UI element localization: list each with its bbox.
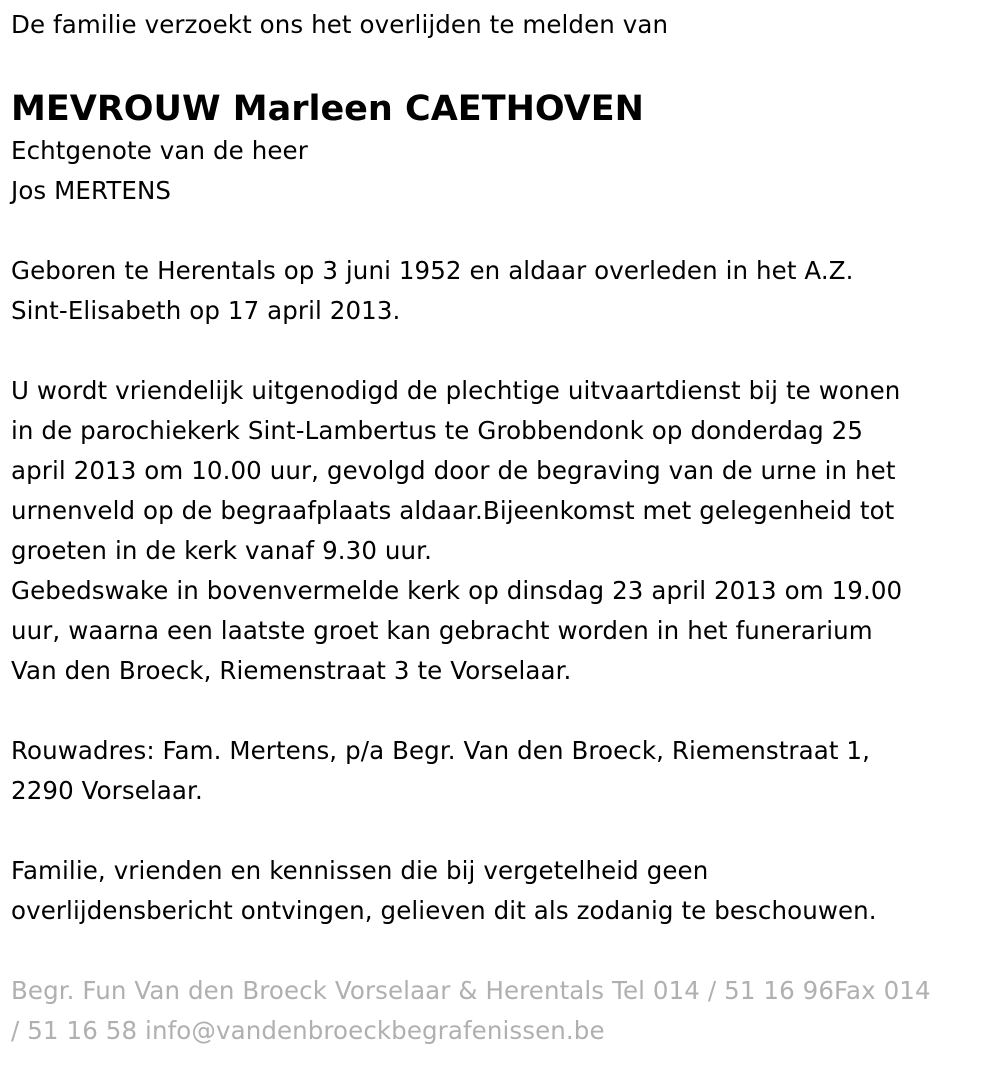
footer-line: / 51 16 58 info@vandenbroeckbegrafenissen.be: [11, 1016, 605, 1045]
service-line: Gebedswake in bovenvermelde kerk op dinsdag 23 april 2013 om 19.00: [11, 576, 903, 605]
birth-death-section: [11, 251, 996, 331]
funeral-service-section: [11, 371, 996, 691]
closing-line: overlijdensbericht ontvingen, gelieven dit als zodanig te beschouwen.: [11, 896, 877, 925]
spouse-line: Echtgenote van de heer: [11, 136, 308, 165]
spouse-section: [11, 131, 996, 211]
birth-death-line: Geboren te Herentals op 3 juni 1952 en aldaar overleden in het A.Z.: [11, 256, 854, 285]
address-line: Rouwadres: Fam. Mertens, p/a Begr. Van den Broeck, Riemenstraat 1,: [11, 736, 871, 765]
address-line: 2290 Vorselaar.: [11, 776, 203, 805]
service-line: U wordt vriendelijk uitgenodigd de plechtige uitvaartdienst bij te wonen: [11, 376, 901, 405]
intro-text: De familie verzoekt ons het overlijden te melden van: [11, 10, 669, 39]
service-line: april 2013 om 10.00 uur, gevolgd door de begraving van de urne in het: [11, 456, 896, 485]
service-line: Van den Broeck, Riemenstraat 3 te Vorselaar.: [11, 656, 572, 685]
service-line: uur, waarna een laatste groet kan gebracht worden in het funerarium: [11, 616, 873, 645]
footer-line: Begr. Fun Van den Broeck Vorselaar & Herentals Tel 014 / 51 16 96Fax 014: [11, 976, 931, 1005]
spouse-line: Jos MERTENS: [11, 176, 172, 205]
mourning-address-section: [11, 731, 996, 811]
service-line: in de parochiekerk Sint-Lambertus te Grobbendonk op donderdag 25: [11, 416, 864, 445]
service-line: groeten in de kerk vanaf 9.30 uur.: [11, 536, 432, 565]
funeral-home-footer: [11, 971, 996, 1051]
birth-death-line: Sint-Elisabeth op 17 april 2013.: [11, 296, 401, 325]
deceased-name: MEVROUW Marleen CAETHOVEN: [11, 89, 644, 129]
closing-section: [11, 851, 996, 931]
service-line: urnenveld op de begraafplaats aldaar.Bijeenkomst met gelegenheid tot: [11, 496, 895, 525]
obituary-notice: [11, 0, 996, 1051]
closing-line: Familie, vrienden en kennissen die bij vergetelheid geen: [11, 856, 709, 885]
